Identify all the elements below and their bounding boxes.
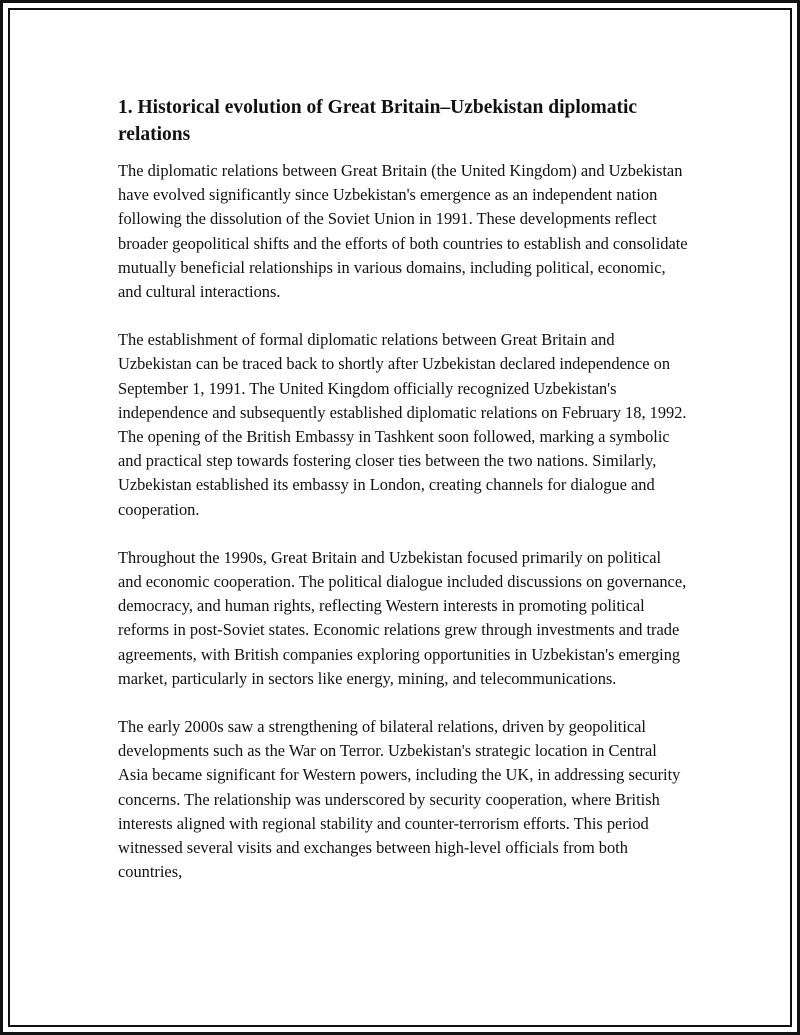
- paragraph-1: The diplomatic relations between Great Britain (the United Kingdom) and Uzbekistan have evolved significantly since Uzbekistan's emergence as an independent nation following the dissolution of the Soviet Union in 1991. These developments reflect broader geopolitical shifts and the efforts of both countries to establish and consolidate mutually beneficial relationships in various domains, including political, economic, and cultural interactions.: [118, 161, 688, 302]
- document-body: [118, 94, 688, 908]
- paragraph-2: The establishment of formal diplomatic relations between Great Britain and Uzbekistan can be traced back to shortly after Uzbekistan declared independence on September 1, 1991. The United Kingdom officially recognized Uzbekistan's independence and subsequently established diplomatic relations on February 18, 1992. The opening of the British Embassy in Tashkent soon followed, marking a symbolic and practical step towards fostering closer ties between the two nations. Similarly, Uzbekistan established its embassy in London, creating channels for dialogue and cooperation.: [118, 330, 687, 519]
- paragraph-4: The early 2000s saw a strengthening of bilateral relations, driven by geopolitical developments such as the War on Terror. Uzbekistan's strategic location in Central Asia became significant for Western powers, including the UK, in addressing security concerns. The relationship was underscored by security cooperation, where British interests aligned with regional stability and counter-terrorism efforts. This period witnessed several visits and exchanges between high-level officials from both countries,: [118, 717, 681, 882]
- paragraph-3: Throughout the 1990s, Great Britain and Uzbekistan focused primarily on political and economic cooperation. The political dialogue included discussions on governance, democracy, and human rights, reflecting Western interests in promoting political reforms in post-Soviet states. Economic relations grew through investments and trade agreements, with British companies exploring opportunities in Uzbekistan's emerging market, particularly in sectors like energy, mining, and telecommunications.: [118, 547, 687, 688]
- section-heading: 1. Historical evolution of Great Britain–Uzbekistan diplomatic relations: [118, 97, 638, 145]
